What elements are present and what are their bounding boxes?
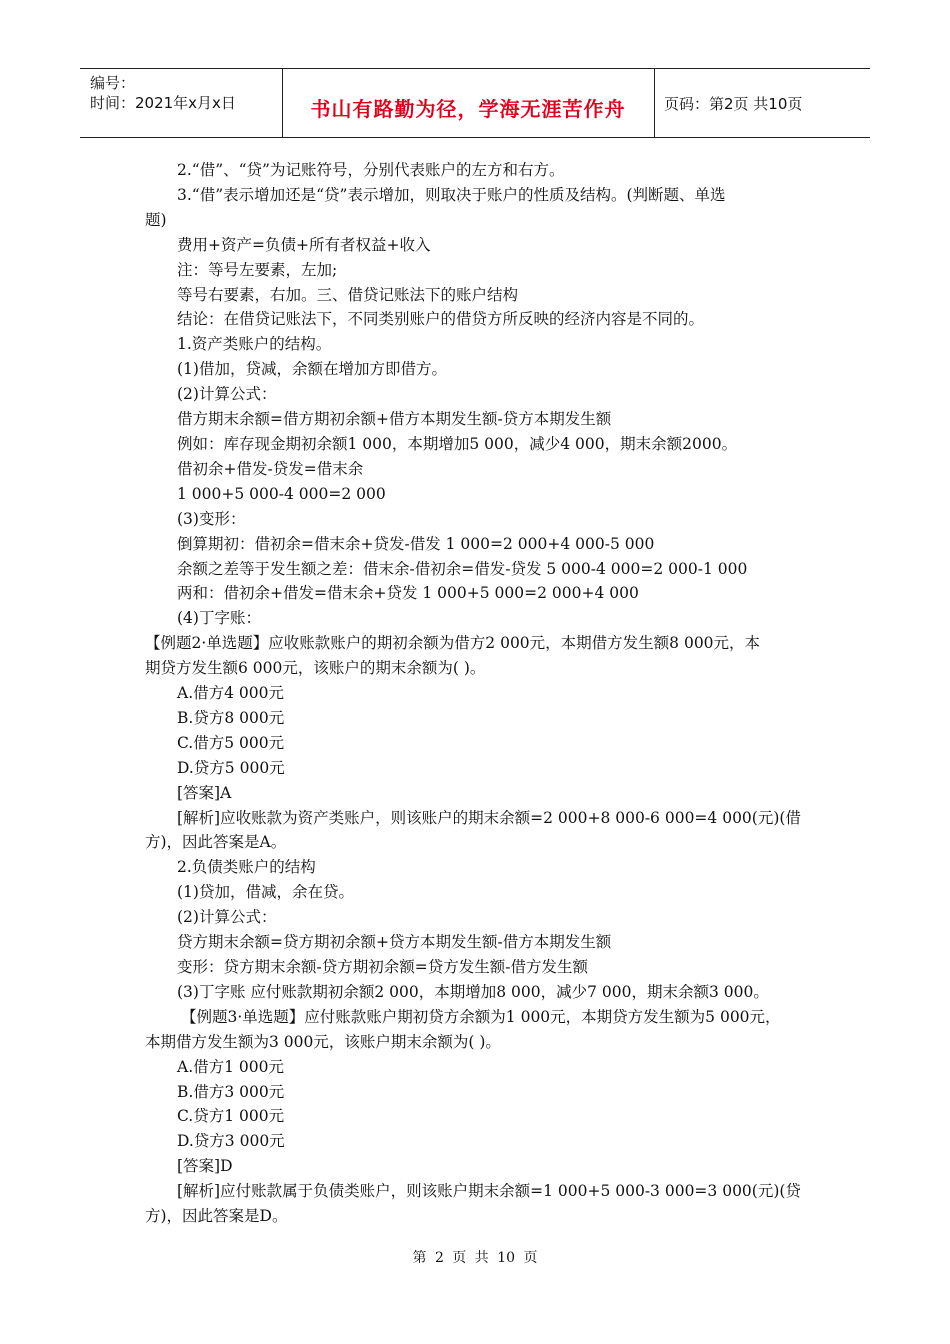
formula-line: 倒算期初：借初余=借末余+贷发-借发 1 000=2 000+4 000-5 000 [177, 534, 655, 553]
answer-option: C.借方5 000元 [177, 733, 285, 752]
page-footer: 第 2 页 共 10 页 [412, 1250, 538, 1266]
answer-option: A.借方4 000元 [177, 684, 284, 703]
document-number-label: 编号： [90, 74, 136, 92]
analysis-text: 方)，因此答案是A。 [145, 833, 287, 852]
formula-line: 余额之差等于发生额之差：借末余-借初余=借发-贷发 5 000-4 000=2 000-1 000 [177, 559, 748, 578]
answer-option: B.贷方8 000元 [177, 708, 285, 727]
formula-line: 借初余+借发-贷发=借末余 [177, 459, 364, 478]
example-question: 期贷方发生额6 000元，该账户的期末余额为( )。 [145, 659, 486, 678]
analysis-text: [解析]应付账款属于负债类账户，则该账户期末余额=1 000+5 000-3 000=3 000(元)(贷 [177, 1182, 801, 1201]
answer-key: [答案]A [177, 783, 232, 802]
formula-line: 借方期末余额=借方期初余额+借方本期发生额-贷方本期发生额 [177, 410, 612, 429]
section-heading: 2.负债类账户的结构 [177, 858, 316, 877]
text-line: (1)借加，贷减，余额在增加方即借方。 [177, 360, 447, 379]
header-motto: 书山有路勤为径，学海无涯苦作舟 [310, 97, 626, 121]
header-meta-cell [80, 69, 283, 137]
text-line: (3)变形： [177, 509, 246, 528]
text-line: 结论：在借贷记账法下，不同类别账户的借贷方所反映的经济内容是不同的。 [177, 310, 705, 329]
answer-key: [答案]D [177, 1157, 233, 1176]
document-date: 时间：2021年x月x日 [90, 94, 236, 112]
text-line: 2.“借”、“贷”为记账符号，分别代表账户的左方和右方。 [177, 161, 565, 179]
example-question: 【例题3·单选题】应付账款账户期初贷方余额为1 000元，本期贷方发生额为5 000元， [181, 1007, 781, 1026]
document-body [145, 158, 810, 1229]
header-motto-cell [282, 69, 655, 137]
text-line: 等号右要素，右加。三、借贷记账法下的账户结构 [177, 285, 519, 304]
analysis-text: [解析]应收账款为资产类账户，则该账户的期末余额=2 000+8 000-6 000=4 000(元)(借 [177, 808, 801, 827]
formula-line: 1 000+5 000-4 000=2 000 [177, 484, 386, 503]
header-page-number: 页码：第2页 共10页 [664, 95, 803, 113]
text-line: 题) [145, 210, 167, 229]
text-line: (1)贷加，借减，余在贷。 [177, 883, 354, 902]
answer-option: D.贷方3 000元 [177, 1132, 285, 1151]
text-line: (3)丁字账 应付账款期初余额2 000，本期增加8 000，减少7 000，期末余额3 000。 [177, 982, 769, 1001]
answer-option: B.借方3 000元 [177, 1082, 285, 1101]
text-line: 3.“借”表示增加还是“贷”表示增加，则取决于账户的性质及结构。(判断题、单选 [177, 185, 726, 204]
text-line: 注：等号左要素，左加; [177, 260, 338, 279]
analysis-text: 方)，因此答案是D。 [145, 1207, 288, 1226]
example-question: 【例题2·单选题】应收账款账户的期初余额为借方2 000元，本期借方发生额8 000元，本 [145, 634, 761, 653]
formula-line: 两和：借初余+借发=借末余+贷发 1 000+5 000=2 000+4 000 [177, 584, 639, 603]
text-line: (2)计算公式： [177, 908, 277, 927]
formula-line: 贷方期末余额=贷方期初余额+贷方本期发生额-借方本期发生额 [177, 933, 612, 952]
answer-option: D.贷方5 000元 [177, 758, 285, 777]
page-header [80, 68, 870, 138]
text-line: (4)丁字账： [177, 609, 261, 628]
header-page-cell [654, 69, 870, 137]
answer-option: C.贷方1 000元 [177, 1107, 285, 1126]
example-question: 本期借方发生额为3 000元，该账户期末余额为( )。 [145, 1032, 501, 1051]
text-line: 费用+资产=负债+所有者权益+收入 [177, 235, 431, 254]
text-line: (2)计算公式： [177, 385, 277, 404]
text-line: 例如：库存现金期初余额1 000，本期增加5 000，减少4 000，期末余额2000。 [177, 434, 738, 453]
answer-option: A.借方1 000元 [177, 1057, 284, 1076]
formula-line: 变形：贷方期末余额-贷方期初余额=贷方发生额-借方发生额 [177, 958, 588, 976]
section-heading: 1.资产类账户的结构。 [177, 335, 332, 354]
